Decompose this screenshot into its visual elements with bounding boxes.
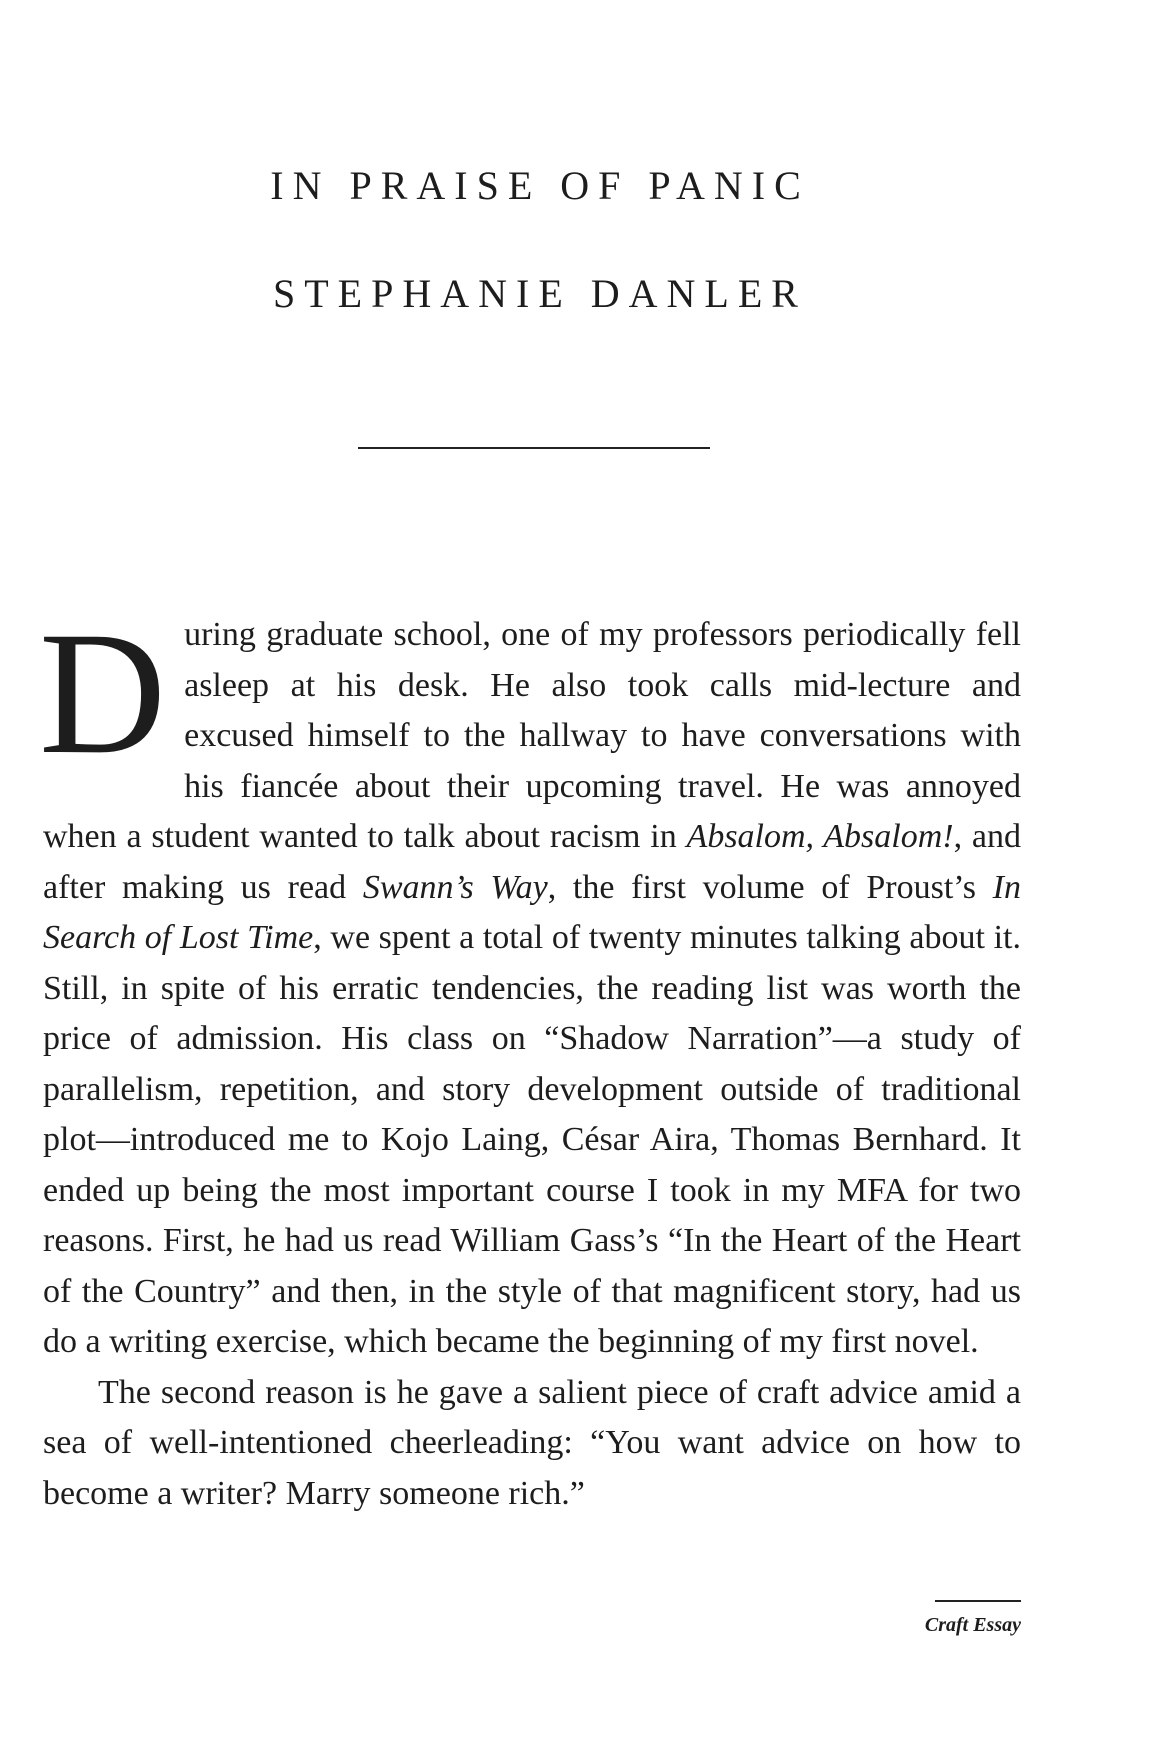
paragraph-1-text-3: , the first volume of Proust’s bbox=[547, 868, 993, 906]
essay-title: IN PRAISE OF PANIC bbox=[270, 163, 810, 208]
book-title-lost-time: In Search of Lost Time bbox=[43, 868, 1021, 956]
book-title-absalom: Absalom, Absalom! bbox=[686, 818, 954, 855]
paragraph-2: The second reason is he gave a salient piece of craft advice amid a sea of well-intentioned cheerleading: “You want advice on how to become a writer? Marry someone rich.” bbox=[43, 1373, 1021, 1512]
paragraph-1-text-4: , we spent a total of twenty minutes talking about it. Still, in spite of his erratic tendencies, the reading list was worth the price of admission. His class on “Shadow Narration”—a study of parallelism, repetition, and story development outside of traditional plot—introduced me to Kojo Laing, César Aira, Thomas Bernhard. It ended up being the most important course I took in my MFA for two reasons. First, he had us read William Gass’s “In the Heart of the Heart of the Country” and then, in the style of that magnificent story, had us do a writing exercise, which became the beginning of my first novel. bbox=[43, 919, 1021, 1360]
paragraph-1-text-1: uring graduate school, one of my professors periodically fell asleep at his desk. He also took calls mid-lecture and excused himself to the hallway to have conversations with his fiancée about their upcoming travel. He was annoyed when a student wanted to talk about racism in bbox=[43, 616, 1021, 855]
section-label-rule bbox=[935, 1600, 1021, 1602]
author-name: STEPHANIE DANLER bbox=[273, 271, 807, 316]
essay-body bbox=[39, 596, 1021, 1519]
drop-cap: D bbox=[39, 596, 167, 791]
title-divider bbox=[358, 447, 710, 449]
paragraph-1-text-2: , and after making us read bbox=[43, 818, 1021, 906]
book-title-swanns-way: Swann’s Way bbox=[362, 868, 548, 906]
paragraph-1 bbox=[39, 596, 1021, 1368]
section-label: Craft Essay bbox=[924, 1614, 1021, 1636]
